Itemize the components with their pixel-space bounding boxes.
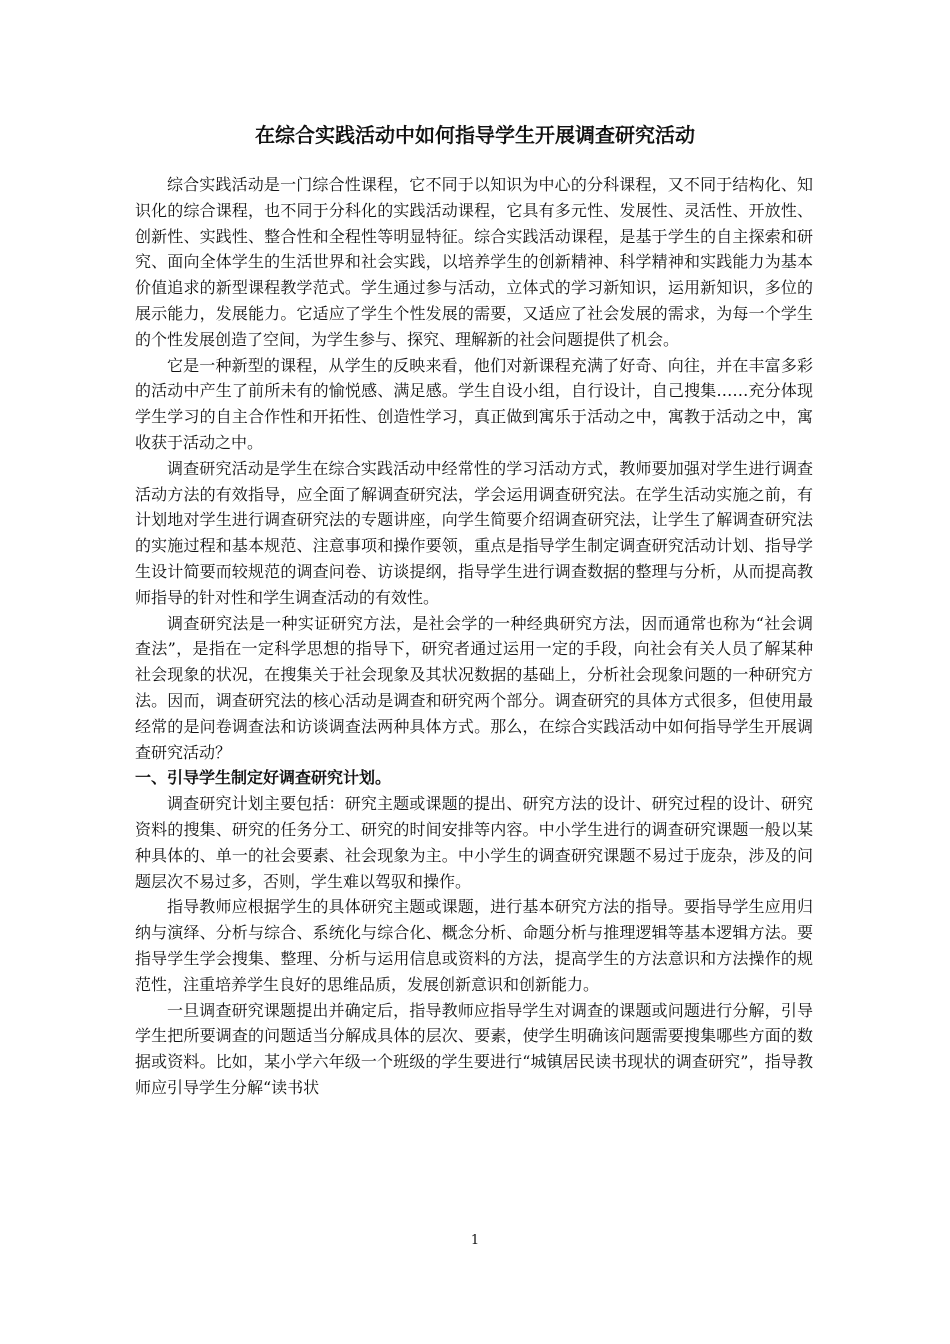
paragraph-survey-activity: 调查研究活动是学生在综合实践活动中经常性的学习活动方式，教师要加强对学生进行调查活动方法的有效指导，应全面了解调查研究法，学会运用调查研究法。在学生活动实施之前，有计划地对学生进行调查研究法的专题讲座，向学生简要介绍调查研究法，让学生了解调查研究法的实施过程和基本规范、注意事项和操作要领，重点是指导学生制定调查研究活动计划、指导学生设计简要而较规范的调查问卷、访谈提纲，指导学生进行调查数据的整理与分析，从而提高教师指导的针对性和学生调查活动的有效性。 — [135, 458, 813, 607]
document-body — [135, 172, 813, 1101]
paragraph-survey-method: 调查研究法是一种实证研究方法，是社会学的一种经典研究方法，因而通常也称为“社会调查法”，是指在一定科学思想的指导下，研究者通过运用一定的手段，向社会有关人员了解某种社会现象的状况，在搜集关于社会现象及其状况数据的基础上，分析社会现象问题的一种研究方法。因而，调查研究法的核心活动是调查和研究两个部分。调查研究的具体方式很多，但使用最经常的是问卷调查法和访谈调查法两种具体方式。那么，在综合实践活动中如何指导学生开展调查研究活动？ — [135, 613, 813, 762]
paragraph-plan-content: 调查研究计划主要包括：研究主题或课题的提出、研究方法的设计、研究过程的设计、研究资料的搜集、研究的任务分工、研究的时间安排等内容。中小学生进行的调查研究课题一般以某种具体的、单一的社会要素、社会现象为主。中小学生的调查研究课题不易过于庞杂，涉及的问题层次不易过多，否则，学生难以驾驭和操作。 — [135, 794, 813, 891]
document-title: 在综合实践活动中如何指导学生开展调查研究活动 — [255, 123, 695, 147]
paragraph-problem-decomposition: 一旦调查研究课题提出并确定后，指导教师应指导学生对调查的课题或问题进行分解，引导学生把所要调查的问题适当分解成具体的层次、要素，使学生明确该问题需要搜集哪些方面的数据或资料。比如，某小学六年级一个班级的学生要进行“城镇居民读书现状的调查研究”，指导教师应引导学生分解“读书状 — [135, 1000, 813, 1097]
paragraph-method-guidance: 指导教师应根据学生的具体研究主题或课题，进行基本研究方法的指导。要指导学生应用归纳与演绎、分析与综合、系统化与综合化、概念分析、命题分析与推理逻辑等基本逻辑方法。要指导学生学会搜集、整理、分析与运用信息或资料的方法，提高学生的方法意识和方法操作的规范性，注重培养学生良好的思维品质，发展创新意识和创新能力。 — [135, 897, 813, 994]
paragraph-new-course: 它是一种新型的课程，从学生的反映来看，他们对新课程充满了好奇、向往，并在丰富多彩的活动中产生了前所未有的愉悦感、满足感。学生自设小组，自行设计，自己搜集……充分体现学生学习的自主合作性和开拓性、创造性学习，真正做到寓乐于活动之中，寓教于活动之中，寓收获于活动之中。 — [135, 355, 813, 452]
paragraph-intro: 综合实践活动是一门综合性课程，它不同于以知识为中心的分科课程，又不同于结构化、知识化的综合课程，也不同于分科化的实践活动课程，它具有多元性、发展性、灵活性、开放性、创新性、实践性、整合性和全程性等明显特征。综合实践活动课程，是基于学生的自主探索和研究、面向全体学生的生活世界和社会实践，以培养学生的创新精神、科学精神和实践能力为基本价值追求的新型课程教学范式。学生通过参与活动，立体式的学习新知识，运用新知识，多位的展示能力，发展能力。它适应了学生个性发展的需要，又适应了社会发展的需求，为每一个学生的个性发展创造了空间，为学生参与、探究、理解新的社会问题提供了机会。 — [135, 175, 813, 349]
page-number: 1 — [470, 1233, 480, 1248]
section-heading: 一、引导学生制定好调查研究计划。 — [135, 768, 392, 788]
